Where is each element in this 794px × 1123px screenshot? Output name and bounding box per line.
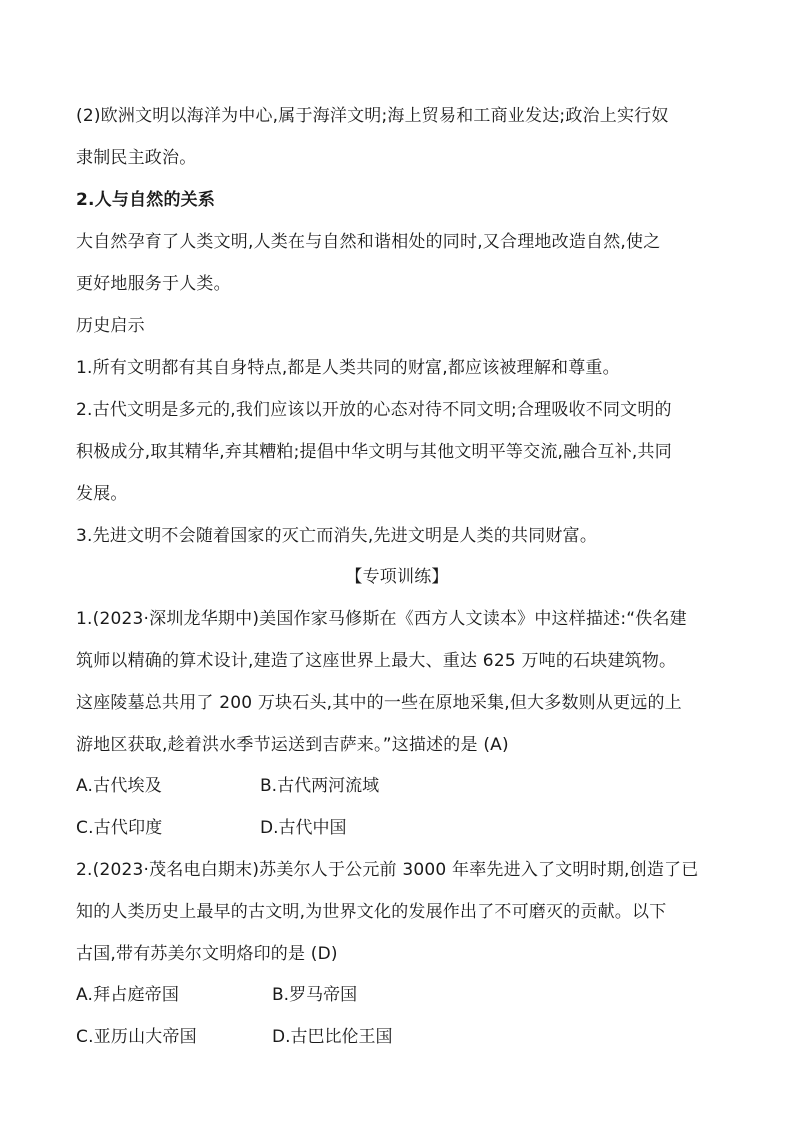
training-title: 【专项训练】	[345, 567, 449, 587]
question-2-option-c: C.亚历山大帝国	[76, 1027, 197, 1047]
inspiration-item-1: 1.所有文明都有其自身特点,都是人类共同的财富,都应该被理解和尊重。	[76, 358, 620, 378]
europe-civilization-line-2: 隶制民主政治。	[76, 148, 197, 168]
human-nature-line-2: 更好地服务于人类。	[76, 274, 231, 294]
inspiration-item-2-line-2: 积极成分,取其精华,弃其糟粕;提倡中华文明与其他文明平等交流,融合互补,共同	[76, 442, 672, 462]
human-nature-line-1: 大自然孕育了人类文明,人类在与自然和谐相处的同时,又合理地改造自然,使之	[76, 232, 661, 252]
question-1-line-4: 游地区获取,趁着洪水季节运送到吉萨来。”这描述的是 (A)	[76, 735, 509, 755]
section-heading-human-nature: 2.人与自然的关系	[76, 190, 216, 210]
inspiration-item-2-line-3: 发展。	[76, 484, 128, 504]
question-2-line-1: 2.(2023·茂名电白期末)苏美尔人于公元前 3000 年率先进入了文明时期,创造了已	[76, 860, 699, 880]
question-1-line-1: 1.(2023·深圳龙华期中)美国作家马修斯在《西方人文读本》中这样描述:“佚名建	[76, 609, 687, 629]
question-1-option-c: C.古代印度	[76, 818, 163, 838]
question-1-option-d: D.古代中国	[260, 818, 347, 838]
question-2-option-d: D.古巴比伦王国	[272, 1027, 393, 1047]
europe-civilization-line-1: (2)欧洲文明以海洋为中心,属于海洋文明;海上贸易和工商业发达;政治上实行奴	[76, 106, 669, 126]
question-1-option-b: B.古代两河流域	[260, 776, 380, 796]
inspiration-item-2-line-1: 2.古代文明是多元的,我们应该以开放的心态对待不同文明;合理吸收不同文明的	[76, 400, 672, 420]
question-2-line-2: 知的人类历史上最早的古文明,为世界文化的发展作出了不可磨灭的贡献。以下	[76, 902, 667, 922]
question-2-line-3: 古国,带有苏美尔文明烙印的是 (D)	[76, 944, 338, 964]
question-2-option-b: B.罗马帝国	[272, 985, 358, 1005]
inspiration-item-3: 3.先进文明不会随着国家的灭亡而消失,先进文明是人类的共同财富。	[76, 526, 598, 546]
question-2-option-a: A.拜占庭帝国	[76, 985, 180, 1005]
question-1-line-3: 这座陵墓总共用了 200 万块石头,其中的一些在原地采集,但大多数则从更远的上	[76, 693, 682, 713]
inspiration-heading: 历史启示	[76, 316, 145, 336]
question-1-option-a: A.古代埃及	[76, 776, 162, 796]
question-1-line-2: 筑师以精确的算术设计,建造了这座世界上最大、重达 625 万吨的石块建筑物。	[76, 651, 677, 671]
